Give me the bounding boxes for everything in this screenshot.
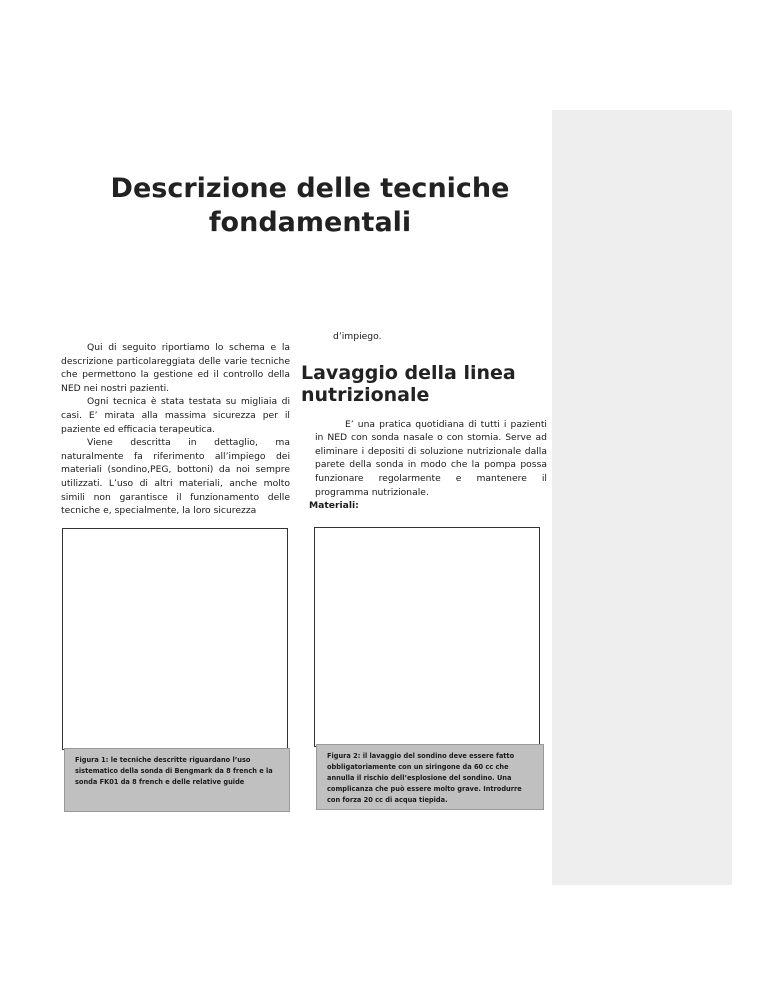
paragraph-intro: Qui di seguito riportiamo lo schema e la descrizione particolareggiata delle varie tecniche che permettono la gestione ed il controllo della NED nei nostri pazienti. bbox=[61, 342, 290, 394]
comment-pane bbox=[552, 110, 732, 885]
right-column bbox=[301, 330, 547, 513]
section-body: E’ una pratica quotidiana di tutti i pazienti in NED con sonda nasale o con stomia. Serve ad eliminare i depositi di soluzione nutrizionale dalla parete della sonda in modo che la pompa possa funzionare regolarmente e mantenere il programma nutrizionale. bbox=[315, 418, 547, 498]
figure-2-image bbox=[314, 527, 540, 747]
left-column bbox=[61, 341, 290, 518]
figure-2-caption: Figura 2: il lavaggio del sondino deve essere fatto obbligatoriamente con un siringone da 60 cc che annulla il rischio dell’esplosione del sondino. Una complicanza che può essere molto grave. Introdurre con forza 20 cc di acqua tiepida. bbox=[316, 744, 544, 810]
title-line-1: Descrizione delle tecniche bbox=[110, 173, 510, 204]
carryover-text: d’impiego. bbox=[333, 331, 382, 342]
paragraph-testing: Ogni tecnica è stata testata su migliaia di casi. E’ mirata alla massima sicurezza per il paziente ed efficacia terapeutica. bbox=[61, 396, 290, 435]
paragraph-materials: Viene descritta in dettaglio, ma naturalmente fa riferimento all’impiego dei materiali (sondino,PEG, bottoni) da noi sempre utilizzati. L’uso di altri materiali, anche molto simili non garantisce il funzionamento delle tecniche e, specialmente, la loro sicurezza bbox=[61, 437, 290, 517]
figure-1-caption: Figura 1: le tecniche descritte riguardano l’uso sistematico della sonda di Bengmark da 8 french e la sonda FK01 da 8 french e delle relative guide bbox=[64, 748, 290, 812]
page-title bbox=[60, 172, 560, 240]
section-heading: Lavaggio della linea nutrizionale bbox=[301, 361, 516, 406]
figure-1-image bbox=[62, 528, 288, 750]
title-line-2: fondamentali bbox=[208, 207, 412, 238]
materials-label: Materiali: bbox=[309, 500, 359, 512]
